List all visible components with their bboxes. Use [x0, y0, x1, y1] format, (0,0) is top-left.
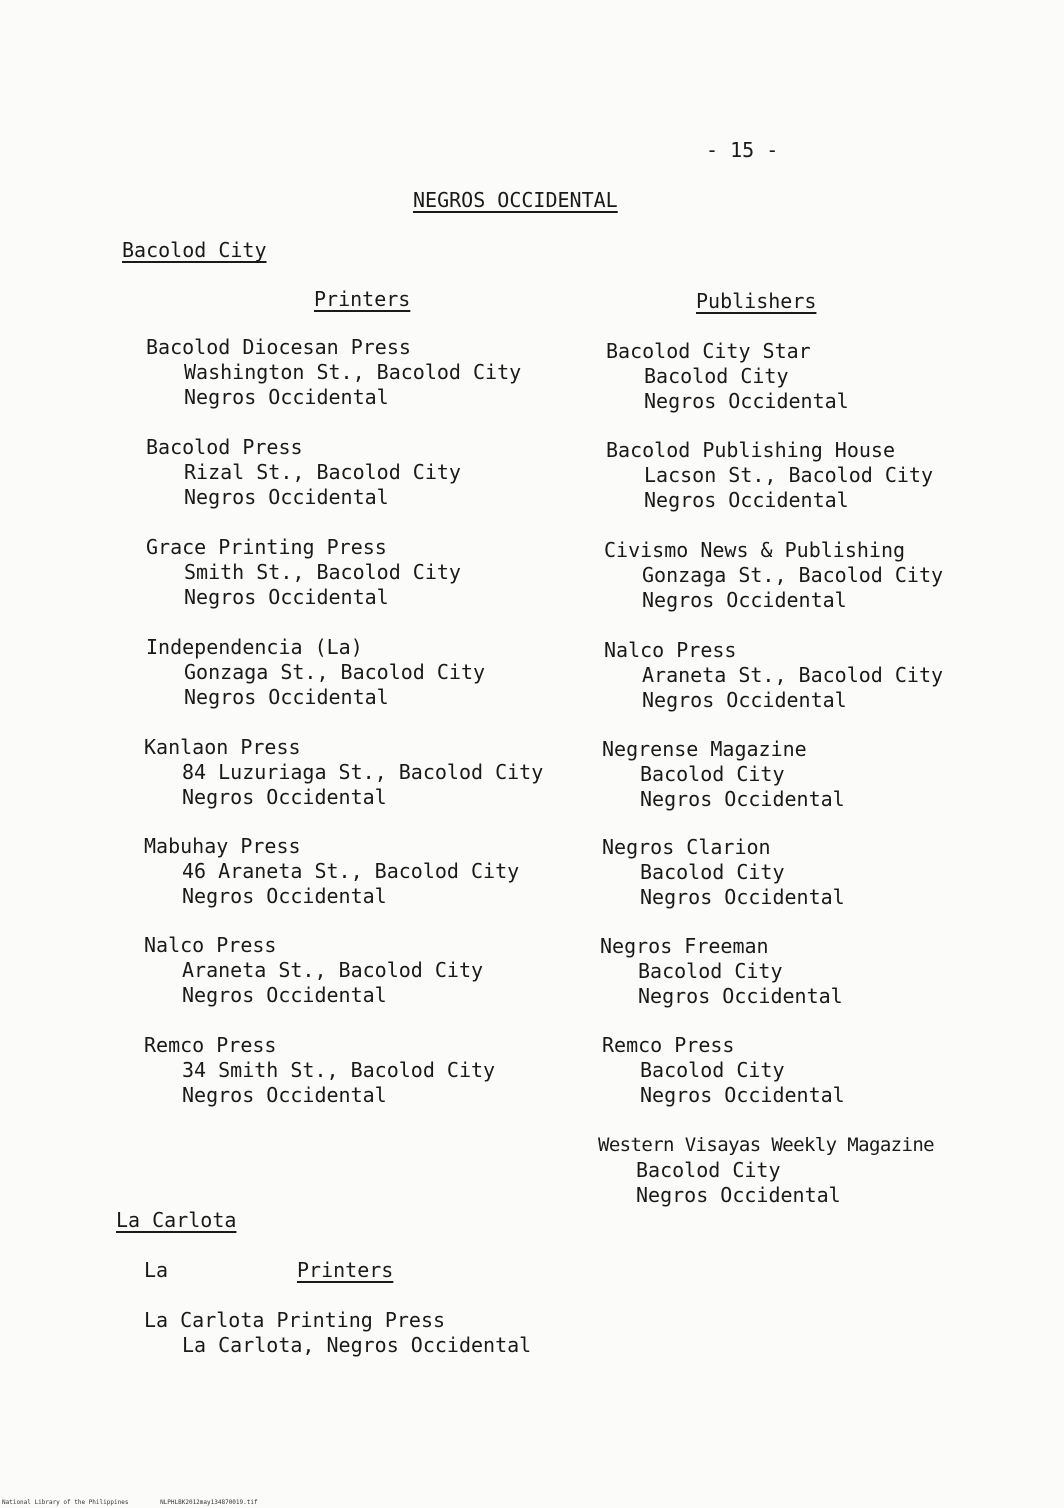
entry-address: 34 Smith St., Bacolod City — [182, 1058, 496, 1082]
entry-address: Bacolod City — [644, 364, 789, 388]
publisher-entry — [602, 835, 845, 910]
page-number: - 15 - — [706, 138, 779, 162]
scan-footer — [2, 1499, 286, 1506]
entry-name: Nalco Press — [144, 933, 277, 957]
entry-address: Araneta St., Bacolod City — [642, 663, 944, 687]
publisher-entry — [604, 638, 943, 713]
entry-address: Gonzaga St., Bacolod City — [184, 660, 486, 684]
entry-address: 46 Araneta St., Bacolod City — [182, 859, 520, 883]
entry-address: Bacolod City — [640, 860, 785, 884]
page-title: NEGROS OCCIDENTAL — [413, 188, 618, 212]
entry-province: Negros Occidental — [182, 1083, 387, 1107]
entry-province: Negros Occidental — [184, 485, 389, 509]
publisher-entry — [600, 934, 843, 1009]
publisher-entry — [606, 438, 933, 513]
printer-entry — [144, 735, 543, 810]
entry-province: Negros Occidental — [640, 885, 845, 909]
printer-entry — [146, 335, 521, 410]
entry-name: Nalco Press — [604, 638, 737, 662]
entry-province: Negros Occidental — [642, 688, 847, 712]
printer-entry — [144, 1308, 531, 1358]
entry-province: Negros Occidental — [644, 389, 849, 413]
la-carlota-printers-heading: Printers — [297, 1258, 394, 1282]
entry-province: Negros Occidental — [184, 685, 389, 709]
entry-province: Negros Occidental — [182, 884, 387, 908]
publisher-entry — [602, 737, 845, 812]
printer-entry — [146, 635, 485, 710]
stray-mark: La — [144, 1258, 169, 1282]
printer-entry — [144, 1033, 495, 1108]
entry-name: Grace Printing Press — [146, 535, 387, 559]
entry-name: Negros Freeman — [600, 934, 769, 958]
entry-address: Smith St., Bacolod City — [184, 560, 461, 584]
entry-name: Independencia (La) — [146, 635, 363, 659]
entry-address: Bacolod City — [640, 1058, 785, 1082]
entry-name: Bacolod City Star — [606, 339, 811, 363]
entry-address: Bacolod City — [636, 1158, 781, 1182]
publisher-entry — [598, 1133, 934, 1208]
entry-name: Western Visayas Weekly Magazine — [598, 1134, 935, 1156]
entry-province: Negros Occidental — [640, 787, 845, 811]
entry-name: Bacolod Press — [146, 435, 303, 459]
entry-province: Negros Occidental — [636, 1183, 841, 1207]
entry-address: Bacolod City — [640, 762, 785, 786]
entry-name: Civismo News & Publishing — [604, 538, 906, 562]
section-heading-bacolod: Bacolod City — [122, 238, 267, 262]
entry-province: Negros Occidental — [182, 983, 387, 1007]
entry-name: Negros Clarion — [602, 835, 771, 859]
entry-address: Washington St., Bacolod City — [184, 360, 522, 384]
publisher-entry — [604, 538, 943, 613]
entry-name: Remco Press — [144, 1033, 277, 1057]
entry-address: Bacolod City — [638, 959, 783, 983]
entry-name: La Carlota Printing Press — [144, 1308, 446, 1332]
entry-address: Araneta St., Bacolod City — [182, 958, 484, 982]
entry-province: Negros Occidental — [640, 1083, 845, 1107]
footer-filename: NLPHLBK2012may134870019.tif — [160, 1499, 258, 1506]
publishers-heading: Publishers — [696, 289, 817, 313]
section-heading-la-carlota: La Carlota — [116, 1208, 237, 1232]
printer-entry — [144, 834, 519, 909]
printers-heading: Printers — [314, 287, 411, 311]
entry-name: Mabuhay Press — [144, 834, 301, 858]
entry-address: Lacson St., Bacolod City — [644, 463, 933, 487]
entry-province: Negros Occidental — [184, 385, 389, 409]
entry-province: Negros Occidental — [184, 585, 389, 609]
entry-address: Gonzaga St., Bacolod City — [642, 563, 944, 587]
entry-name: Negrense Magazine — [602, 737, 807, 761]
entry-address: 84 Luzuriaga St., Bacolod City — [182, 760, 544, 784]
publisher-entry — [602, 1033, 845, 1108]
entry-province: Negros Occidental — [638, 984, 843, 1008]
entry-province: Negros Occidental — [642, 588, 847, 612]
entry-address: Rizal St., Bacolod City — [184, 460, 461, 484]
entry-province: Negros Occidental — [644, 488, 849, 512]
entry-address: La Carlota, Negros Occidental — [182, 1333, 532, 1357]
entry-name: Bacolod Publishing House — [606, 438, 895, 462]
printer-entry — [146, 435, 461, 510]
footer-library: National Library of the Philippines — [2, 1499, 129, 1506]
entry-name: Remco Press — [602, 1033, 735, 1057]
printer-entry — [144, 933, 483, 1008]
entry-province: Negros Occidental — [182, 785, 387, 809]
entry-name: Kanlaon Press — [144, 735, 301, 759]
entry-name: Bacolod Diocesan Press — [146, 335, 411, 359]
printer-entry — [146, 535, 461, 610]
publisher-entry — [606, 339, 849, 414]
